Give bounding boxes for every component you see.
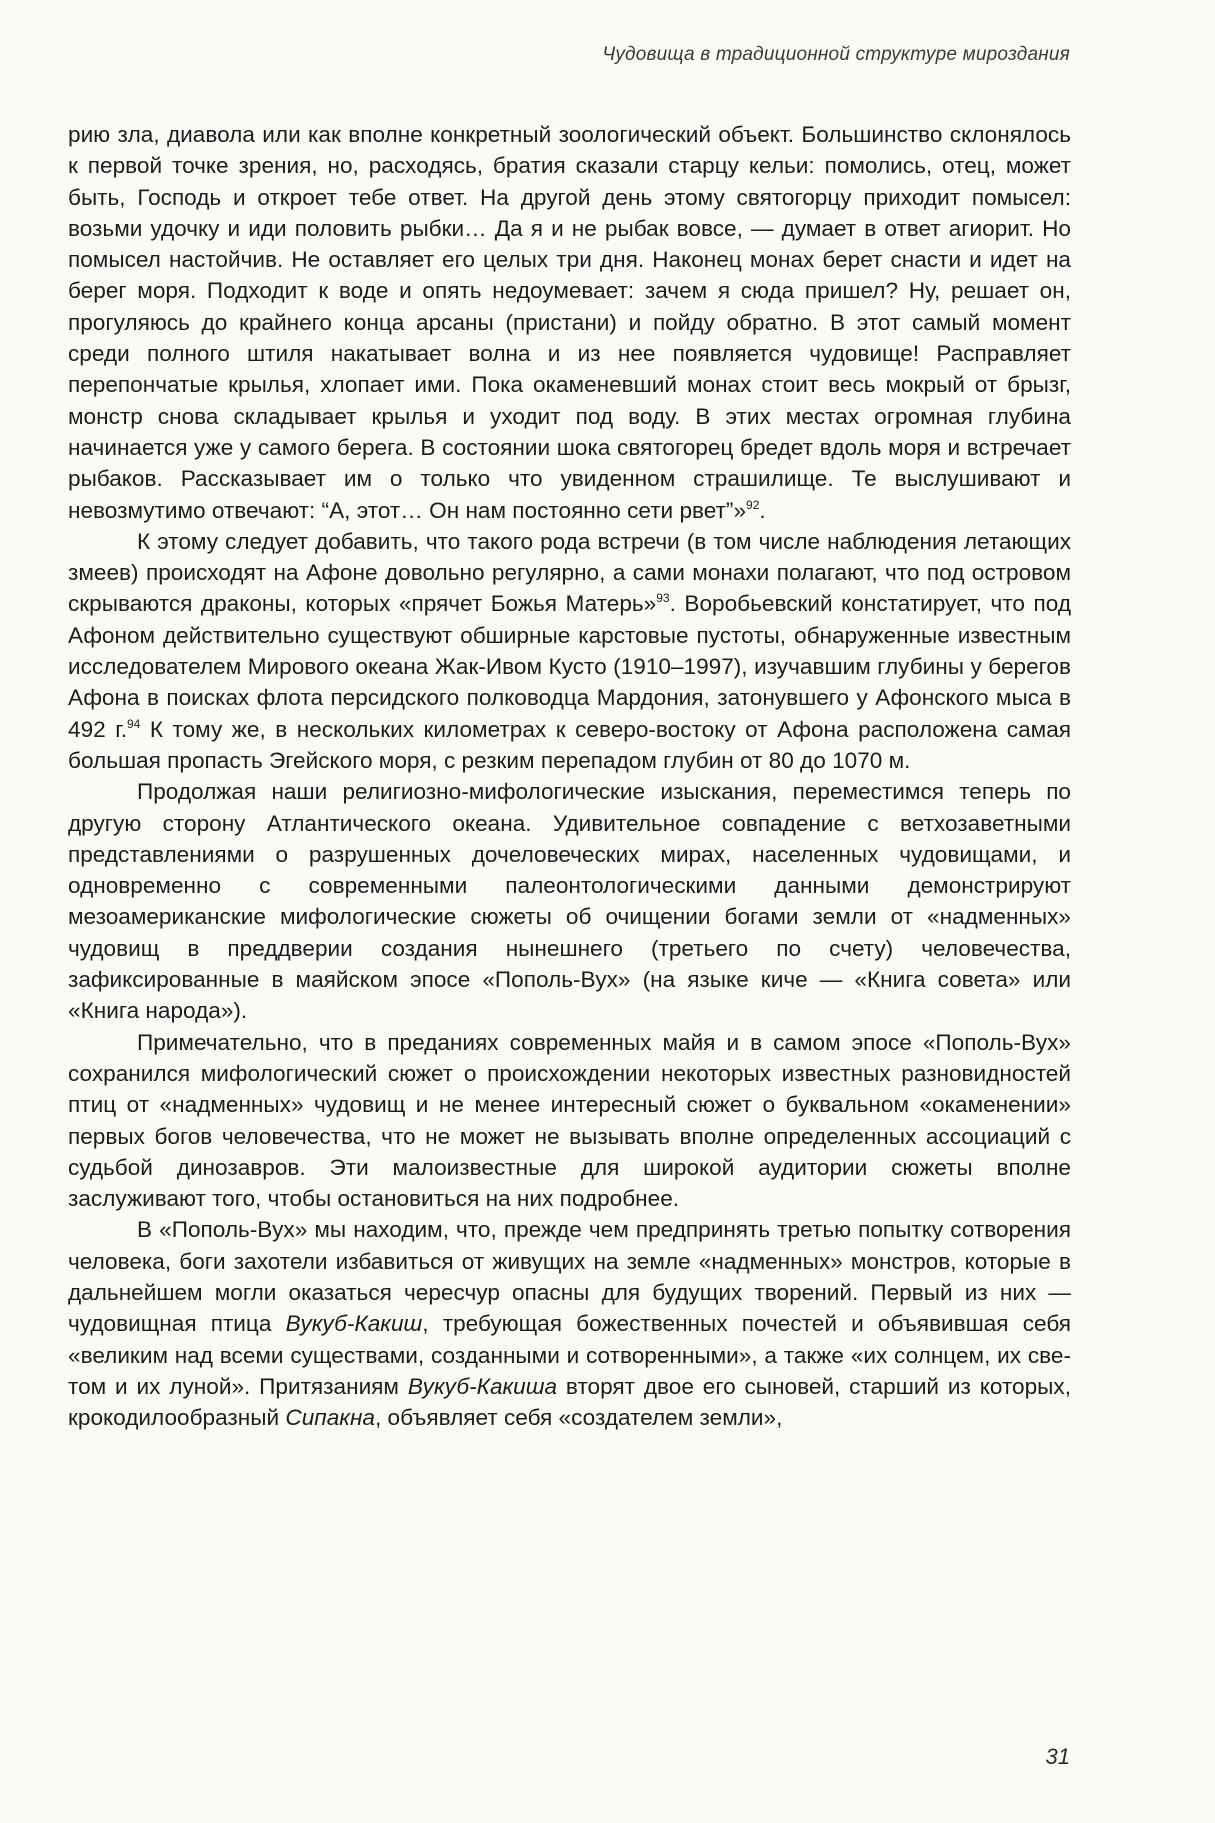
italic-name: Вукуб-Какиша — [407, 1373, 558, 1399]
footnote-marker[interactable]: 92 — [746, 497, 760, 512]
footnote-marker[interactable]: 93 — [656, 591, 670, 606]
text-run: К этому следует добавить, что такого рода встречи (в том числе наблюдения летающих змеев) происходят на Афоне довольно регулярно, а сами монахи полагают, что под островом скрываются драконы, которых «прячет Божья Матерь» — [68, 528, 1071, 617]
paragraph — [68, 776, 1071, 1026]
paragraph — [68, 119, 1071, 526]
running-header: Чудовища в традиционной структуре мироздания — [602, 44, 1070, 65]
paragraph — [68, 526, 1071, 776]
text-run: , требующая божественных почестей и объявившая себя «великим над всеми существами, созданными и сотворенными», а также «их солнцем, их светом и их луной». Притязаниям — [68, 1311, 1071, 1399]
paragraph — [68, 1214, 1071, 1433]
paragraph — [68, 1027, 1071, 1215]
text-run: рию зла, диавола или как вполне конкретный зоологический объект. Большинство склонялось к первой точке зрения, но, расходясь, братия сказали старцу кельи: помолись, отец, может быть, Господь и откроет тебе ответ. На другой день этому святогорцу приходит помысел: возьми удочку и иди половить рыбки… Да я и не рыбак вовсе, — думает в ответ агиорит. Но помысел настойчив. Не оставляет его целых три дня. Наконец монах берет снасти и идет на берег моря. Подходит к воде и опять недоумевает: зачем я сюда пришел? Ну, решает он, прогуляюсь до крайнего конца арсаны (пристани) и пойду обратно. В этот самый момент среди полного штиля накатывает волна и из нее появляется чудовище! Расправляет перепончатые крылья, хлопает ими. Пока окаменевший монах стоит весь мокрый от брызг, монстр снова складывает крылья и уходит под воду. В этих местах огромная глубина начинается уже у самого берега. В состоянии шока святогорец бредет вдоль моря и встречает рыбаков. Рассказывает им о только что увиденном страшилище. Те выслушивают и невозмутимо отвечают: “А, этот… Он нам постоянно сети рвет”» — [68, 122, 1071, 523]
text-run: вторят двое его сыновей, старший из которых, крокодилообразный — [68, 1373, 1072, 1431]
page-number: 31 — [1045, 1744, 1070, 1769]
text-run: , объявляет себя «создателем земли», — [374, 1405, 783, 1431]
page-body-text — [68, 119, 1071, 1433]
italic-name: Вукуб-Какиш — [285, 1311, 423, 1337]
text-run: Примечательно, что в преданиях современных майя и в самом эпосе «Пополь-Вух» сохранился мифологический сюжет о происхождении некоторых известных разновидностей птиц от «надменных» чудовищ и не менее интересный сюжет о буквальном «окаменении» первых богов человечества, что не может не вызывать вполне определенных ассоциаций с судьбой динозавров. Эти малоизвестные для широкой аудитории сюжеты вполне заслуживают того, чтобы остановиться на них подробнее. — [68, 1029, 1071, 1212]
text-run: В «Пополь-Вух» мы находим, что, прежде чем предпринять третью попытку сотворения человека, боги захотели избавиться от живущих на земле «надменных» монстров, которые в дальнейшем могли оказаться чересчур опасны для будущих творений. Первый из них — чудовищная птица — [68, 1217, 1071, 1337]
italic-name: Сипакна — [285, 1405, 375, 1431]
text-run: . Воробьевский констатирует, что под Афоном действительно существуют обширные карстовые пустоты, обнаруженные известным исследователем Мирового океана Жак-Ивом Кусто (1910–1997), изучавшим глубины у берегов Афона в поисках флота персидского полководца Мардония, затонувшего у Афонского мыса в 492 г. — [68, 591, 1072, 742]
text-run: . — [759, 497, 766, 523]
text-run: К тому же, в нескольких километрах к северо-востоку от Афона расположена самая большая пропасть Эгейского моря, с резким перепадом глубин от 80 до 1070 м. — [68, 716, 1072, 773]
text-run: Продолжая наши религиозно-мифологические изыскания, переместимся теперь по другую сторону Атлантического океана. Удивительное совпадение с ветхозаветными представлениями о разрушенных дочеловеческих мирах, населенных чудовищами, и одновременно с современными палеонтологическими данными демонстрируют мезоамериканские мифологические сюжеты об очищении богами земли от «надменных» чудовищ в преддверии создания нынешнего (третьего по счету) человечества, зафиксированные в маяйском эпосе «Пополь-Вух» (на языке киче — «Книга совета» или «Книга народа»). — [68, 779, 1071, 1024]
footnote-marker[interactable]: 94 — [126, 716, 141, 731]
